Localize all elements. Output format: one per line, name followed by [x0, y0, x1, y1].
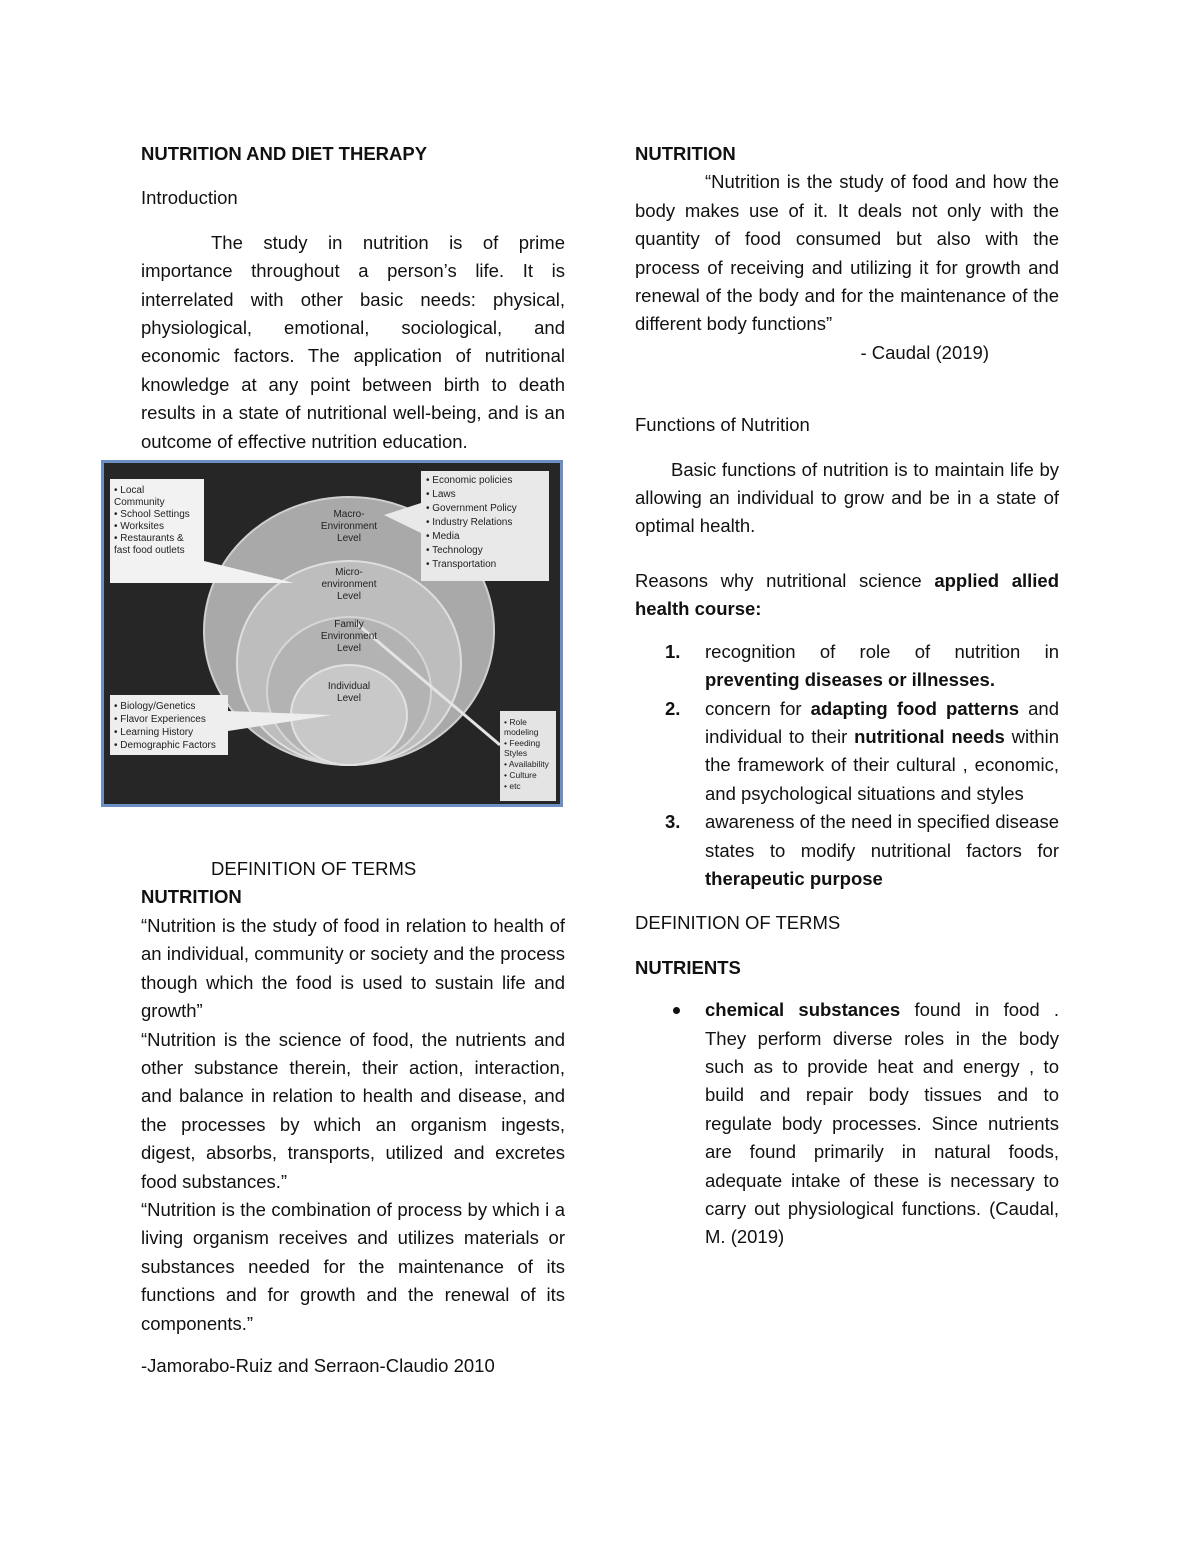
list-item: 3. awareness of the need in specified disease states to modify nutritional factors for therapeutic purpose	[665, 811, 1059, 889]
list-item: chemical substances found in food . They perform diverse roles in the body such as to provide heat and energy , to build and repair body tissues and to regulate body processes. Since nutrients are found primarily in natural foods, adequate intake of these is necessary to carry out physiological functions. (Caudal, M. (2019)	[635, 996, 1059, 1252]
svg-text:Styles: Styles	[504, 748, 528, 759]
svg-text:• Biology/Genetics: • Biology/Genetics	[114, 701, 196, 713]
svg-text:• School Settings: • School Settings	[114, 509, 190, 521]
svg-text:fast food outlets: fast food outlets	[114, 545, 185, 557]
reasons-list	[635, 638, 1059, 894]
nutrition-quote: “Nutrition is the study of food and how the body makes use of it. It deals not only with the quantity of food consumed but also with the process of receiving and utilizing it for growth and renewal of the body and for the maintenance of the different body functions”	[635, 171, 1059, 335]
svg-text:Community: Community	[114, 497, 165, 509]
svg-text:• Feeding: • Feeding	[504, 738, 541, 749]
svg-text:• Transportation: • Transportation	[426, 559, 497, 571]
svg-text:Micro-: Micro-	[335, 567, 363, 579]
nutrients-heading: NUTRIENTS	[635, 956, 741, 978]
svg-text:Level: Level	[337, 693, 361, 705]
nutrition-heading-left: NUTRITION	[141, 886, 242, 908]
svg-text:modeling: modeling	[504, 727, 539, 738]
svg-text:• Role: • Role	[504, 717, 527, 728]
svg-text:• Media: • Media	[426, 531, 460, 543]
svg-text:• Worksites: • Worksites	[114, 521, 164, 533]
reasons-paragraph: Reasons why nutritional science applied allied health course:	[635, 569, 1059, 620]
intro-paragraph: The study in nutrition is of prime importance throughout a person’s life. It is interrelated with other basic needs: physical, physiological, emotional, sociological, and economic factors. The application of nutritional knowledge at any point between birth to death results in a state of nutritional well-being, and is an outcome of effective nutrition education.	[141, 231, 565, 452]
left-box-line-1: • Local	[114, 485, 145, 497]
svg-text:• Economic policies: • Economic policies	[426, 475, 513, 487]
list-item: 1. recognition of role of nutrition in preventing diseases or illnesses.	[665, 640, 1059, 691]
svg-text:Macro-: Macro-	[333, 509, 365, 521]
nutrients-list	[635, 996, 1059, 1252]
definition-heading-left: DEFINITION OF TERMS	[211, 858, 417, 880]
definition-heading-right: DEFINITION OF TERMS	[635, 912, 841, 934]
nutrition-environment-figure	[101, 460, 563, 807]
quote-2: “Nutrition is the science of food, the nutrients and other substance therein, their action, interaction, and balance in relation to health and disease, and the processes by which an organism ingests, digest, absorbs, transports, utilized and excretes food substances.”	[141, 1028, 565, 1192]
svg-text:Level: Level	[337, 591, 361, 603]
environment-levels-diagram	[104, 463, 560, 804]
svg-text:environment: environment	[321, 579, 377, 591]
functions-paragraph: Basic functions of nutrition is to maintain life by allowing an individual to grow and be in a state of optimal health.	[635, 458, 1059, 537]
svg-text:Environment: Environment	[320, 631, 378, 643]
document-title: NUTRITION AND DIET THERAPY	[141, 143, 428, 164]
svg-text:• Industry Relations: • Industry Relations	[426, 517, 513, 529]
svg-text:• Learning History: • Learning History	[114, 727, 194, 739]
svg-text:Level: Level	[337, 533, 361, 545]
svg-text:• Government Policy: • Government Policy	[426, 503, 517, 515]
svg-text:Environment: Environment	[320, 521, 378, 533]
svg-text:• Laws: • Laws	[426, 489, 456, 501]
attribution: -Jamorabo-Ruiz and Serraon-Claudio 2010	[141, 1354, 495, 1376]
svg-text:• Technology: • Technology	[426, 545, 483, 557]
svg-text:Individual: Individual	[327, 681, 371, 693]
quote-1: “Nutrition is the study of food in relation to health of an individual, community or society and the process though which the food is used to sustain life and growth”	[141, 914, 565, 1022]
quote-attribution: - Caudal (2019)	[860, 341, 989, 363]
list-item: 2. concern for adapting food patterns and individual to their nutritional needs within the framework of their cultural , economic, and psychological situations and styles	[665, 697, 1059, 804]
svg-text:• Demographic Factors: • Demographic Factors	[114, 740, 216, 752]
svg-text:• Flavor Experiences: • Flavor Experiences	[114, 714, 206, 726]
left-column	[114, 140, 565, 1380]
functions-heading: Functions of Nutrition	[635, 414, 810, 436]
svg-text:Level: Level	[337, 643, 361, 655]
svg-text:• Availability: • Availability	[504, 759, 549, 770]
intro-heading: Introduction	[141, 187, 238, 209]
bullet-icon	[673, 1007, 680, 1014]
quote-3: “Nutrition is the combination of process by which i a living organism receives and utilizes materials or substances needed for the maintenance of its functions and for growth and the renewal of its components.”	[141, 1198, 565, 1334]
right-column	[635, 140, 1059, 1252]
svg-text:Family: Family	[334, 619, 364, 631]
nutrition-heading-right: NUTRITION	[635, 143, 736, 164]
svg-text:• etc: • etc	[504, 781, 521, 792]
svg-text:• Restaurants &: • Restaurants &	[114, 533, 184, 545]
svg-text:• Culture: • Culture	[504, 770, 537, 781]
